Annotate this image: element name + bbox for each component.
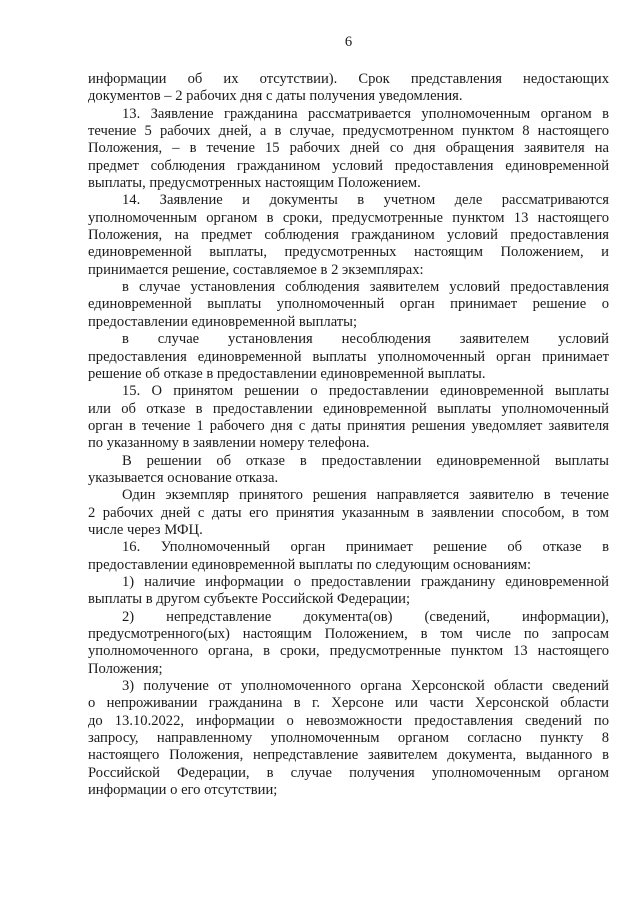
text-line: 15. О принятом решении о предоставлении единовременной выплаты [122, 383, 609, 400]
paragraph [88, 106, 609, 193]
paragraph [88, 453, 609, 488]
text-line: предусмотренного(ых) настоящим Положением, в том числе по запросам [88, 626, 609, 642]
text-line: Российской Федерации, в случае получения уполномоченным органом [88, 764, 609, 781]
text-line: 16. Уполномоченный орган принимает решение об отказе в [122, 539, 609, 556]
paragraph [88, 487, 609, 539]
text-line: Положения, – в течение 15 рабочих дней со дня обращения заявителя на [88, 140, 609, 157]
paragraph [88, 383, 609, 452]
text-line: орган в течение 1 рабочего дня с даты принятия решения уведомляет заявителя [88, 417, 609, 434]
paragraph [88, 609, 609, 678]
document-body [88, 71, 609, 799]
text-line: В решении об отказе в предоставлении единовременной выплаты [122, 452, 609, 469]
text-line: 13. Заявление гражданина рассматривается уполномоченным органом в [122, 105, 609, 122]
text-line: Один экземпляр принятого решения направляется заявителю в течение [122, 487, 609, 504]
text-line: указывается основание отказа. [88, 469, 279, 486]
text-line: числе через МФЦ. [88, 521, 203, 538]
text-line: выплаты в другом субъекте Российской Федерации; [88, 591, 411, 608]
text-line: 14. Заявление и документы в учетном деле рассматриваются [122, 192, 609, 209]
paragraph [88, 71, 609, 106]
text-line: предоставления единовременной выплаты уполномоченный орган принимает [88, 348, 609, 365]
text-line: уполномоченным органом в сроки, предусмотренные пунктом 13 настоящего [88, 209, 609, 226]
text-line: единовременной выплаты, предусмотренных настоящим Положением, и [88, 244, 609, 261]
text-line: документов – 2 рабочих дня с даты получения уведомления. [88, 88, 463, 105]
text-line: информации о его отсутствии; [88, 782, 278, 799]
text-line: единовременной выплаты уполномоченный орган принимает решение о [88, 296, 609, 313]
text-line: в случае установления соблюдения заявителем условий предоставления [122, 279, 609, 296]
text-line: 2) непредставление документа(ов) (сведений, информации), [122, 608, 609, 625]
text-line: до 13.10.2022, информации о невозможности предоставления сведений по [88, 712, 609, 729]
text-line: по указанному в заявлении номеру телефона. [88, 435, 370, 452]
text-line: настоящего Положения, непредставление заявителем документа, выданного в [88, 747, 609, 764]
text-line: решение об отказе в предоставлении единовременной выплаты. [88, 365, 486, 382]
text-line: 3) получение от уполномоченного органа Херсонской области сведений [122, 678, 609, 695]
text-line: течение 5 рабочих дней, а в случае, предусмотренном пунктом 8 настоящего [88, 123, 609, 140]
text-line: в случае установления несоблюдения заявителем условий [122, 331, 609, 348]
text-line: выплаты, предусмотренных настоящим Положением. [88, 175, 421, 192]
text-line: принимается решение, составляемое в 2 экземплярах: [88, 261, 424, 278]
text-line: о непроживании гражданина в г. Херсоне или части Херсонской области [88, 695, 609, 712]
paragraph [88, 678, 609, 799]
text-line: предоставлении единовременной выплаты; [88, 313, 358, 330]
text-line: 2 рабочих дней с даты его принятия указанным в заявлении способом, в том [88, 504, 609, 521]
paragraph [88, 192, 609, 279]
page-number: 6 [344, 34, 353, 50]
text-line: Положения, на предмет соблюдения гражданином условий предоставления [88, 227, 609, 244]
paragraph [88, 331, 609, 383]
paragraph [88, 539, 609, 574]
paragraph [88, 574, 609, 609]
text-line: предмет соблюдения гражданином условий предоставления единовременной [88, 157, 609, 174]
text-line: информации об их отсутствии). Срок представления недостающих [88, 71, 609, 87]
text-line: предоставлении единовременной выплаты по следующим основаниям: [88, 556, 532, 573]
text-line: или об отказе в предоставлении единовременной выплаты уполномоченный [88, 400, 609, 417]
paragraph [88, 279, 609, 331]
text-line: запросу, направленному уполномоченным органом согласно пункту 8 [88, 730, 609, 747]
text-line: Положения; [88, 660, 163, 677]
text-line: уполномоченного органа, в сроки, предусмотренные пунктом 13 настоящего [88, 643, 609, 660]
text-line: 1) наличие информации о предоставлении гражданину единовременной [122, 573, 609, 590]
